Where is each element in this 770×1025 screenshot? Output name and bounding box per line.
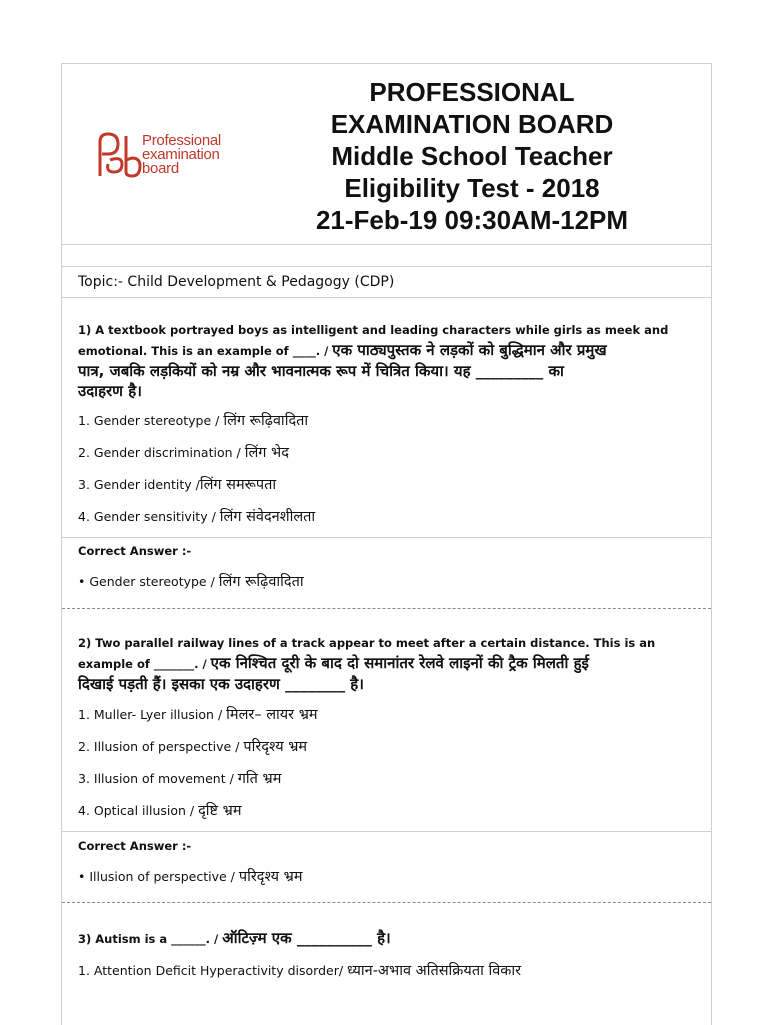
question-2-stem <box>78 633 678 694</box>
q1-correct-hi: लिंग रूढ़िवादिता <box>218 574 304 590</box>
spacer-row <box>62 244 711 267</box>
title-line-5: 21-Feb-19 09:30AM-12PM <box>315 205 629 235</box>
title-line-4: Eligibility Test - 2018 <box>344 173 600 203</box>
q1-option-2[interactable] <box>78 442 289 462</box>
q1-option-3-en: 3. Gender identity / <box>78 477 200 492</box>
title-line-2: EXAMINATION BOARD <box>330 109 614 139</box>
q3-stem-line-1 <box>78 928 678 949</box>
logo-line-3: board <box>142 160 179 177</box>
q3-option-1-en: 1. Attention Deficit Hyperactivity disorder/ <box>78 963 348 978</box>
topic-row <box>62 267 711 298</box>
header <box>62 64 711 245</box>
peb-logo <box>92 130 232 180</box>
q1-stem-line-2 <box>78 340 678 361</box>
q2-correct-hi: परिदृश्य भ्रम <box>238 869 303 885</box>
q3-stem-hi: ऑटिज़्म एक __________ है। <box>222 929 391 947</box>
q2-option-4-hi: दृष्टि भ्रम <box>198 803 242 819</box>
q1-option-3-hi: लिंग समरूपता <box>199 477 277 493</box>
q1-option-1[interactable] <box>78 410 308 430</box>
q1-correct-label: Correct Answer :- <box>78 544 192 558</box>
q2-option-3-hi: गति भ्रम <box>237 771 282 787</box>
q1-dashed-separator <box>62 608 711 609</box>
q1-correct-en: • Gender stereotype / <box>78 574 219 589</box>
q3-option-1[interactable] <box>78 960 521 980</box>
q1-option-4-hi: लिंग संवेदनशीलता <box>219 509 316 525</box>
q1-option-3[interactable] <box>78 474 276 494</box>
q1-stem-hi: एक पाठ्यपुस्तक ने लड़कों को बुद्धिमान और प्रमुख <box>332 341 607 359</box>
q2-correct-en: • Illusion of perspective / <box>78 869 239 884</box>
q2-stem-hi: एक निश्चित दूरी के बाद दो समानांतर रेलवे लाइनों की ट्रैक मिलती हुई <box>210 654 589 672</box>
q1-divider <box>62 537 711 538</box>
document-title <box>272 76 672 236</box>
question-3-stem <box>78 928 678 949</box>
q2-option-2-hi: परिदृश्य भ्रम <box>243 739 308 755</box>
q2-option-3-en: 3. Illusion of movement / <box>78 771 238 786</box>
q1-stem-line-3: पात्र, जबकि लड़कियों को नम्र और भावनात्मक रूप में चित्रित किया। यह _________ का <box>78 362 564 380</box>
q2-stem-line-1: 2) Two parallel railway lines of a track appear to meet after a certain distance. This is an <box>78 636 656 650</box>
title-line-3: Middle School Teacher <box>331 141 613 171</box>
q1-option-1-hi: लिंग रूढ़िवादिता <box>223 413 309 429</box>
q2-option-1[interactable] <box>78 704 318 724</box>
q2-correct-label: Correct Answer :- <box>78 839 192 853</box>
q1-correct-answer <box>78 571 304 591</box>
q2-option-2-en: 2. Illusion of perspective / <box>78 739 244 754</box>
q2-dashed-separator <box>62 902 711 903</box>
title-line-1: PROFESSIONAL <box>369 77 575 107</box>
topic-text: Topic:- Child Development & Pedagogy (CDP) <box>78 274 395 290</box>
q1-option-4[interactable] <box>78 506 315 526</box>
question-1-stem <box>78 320 678 401</box>
q2-option-3[interactable] <box>78 768 281 788</box>
q2-option-1-hi: मिलर– लायर भ्रम <box>226 707 318 723</box>
logo-line-2: examination <box>142 146 220 163</box>
q1-stem-line-4: उदाहरण है। <box>78 382 142 400</box>
q2-divider <box>62 831 711 832</box>
q1-option-4-en: 4. Gender sensitivity / <box>78 509 220 524</box>
q2-option-2[interactable] <box>78 736 307 756</box>
peb-logo-mark <box>92 130 144 180</box>
q2-stem-en: example of _______. / <box>78 657 211 671</box>
logo-line-1: Professional <box>142 132 221 149</box>
q3-option-1-hi: ध्यान-अभाव अतिसक्रियता विकार <box>347 963 522 979</box>
q2-stem-line-3: दिखाई पड़ती हैं। इसका एक उदाहरण ________ है। <box>78 675 364 693</box>
document-page <box>61 63 712 1025</box>
q2-option-4[interactable] <box>78 800 242 820</box>
q1-stem-line-1: 1) A textbook portrayed boys as intelligent and leading characters while girls as meek and <box>78 323 669 337</box>
q1-stem-en: emotional. This is an example of ____. / <box>78 344 333 358</box>
logo-text <box>142 134 221 176</box>
q1-option-2-hi: लिंग भेद <box>244 445 289 461</box>
q2-correct-answer <box>78 866 303 886</box>
q2-option-4-en: 4. Optical illusion / <box>78 803 199 818</box>
q3-stem-en: 3) Autism is a ______. / <box>78 932 223 946</box>
q2-option-1-en: 1. Muller- Lyer illusion / <box>78 707 227 722</box>
q1-option-2-en: 2. Gender discrimination / <box>78 445 245 460</box>
q1-option-1-en: 1. Gender stereotype / <box>78 413 224 428</box>
q2-stem-line-2 <box>78 653 678 674</box>
